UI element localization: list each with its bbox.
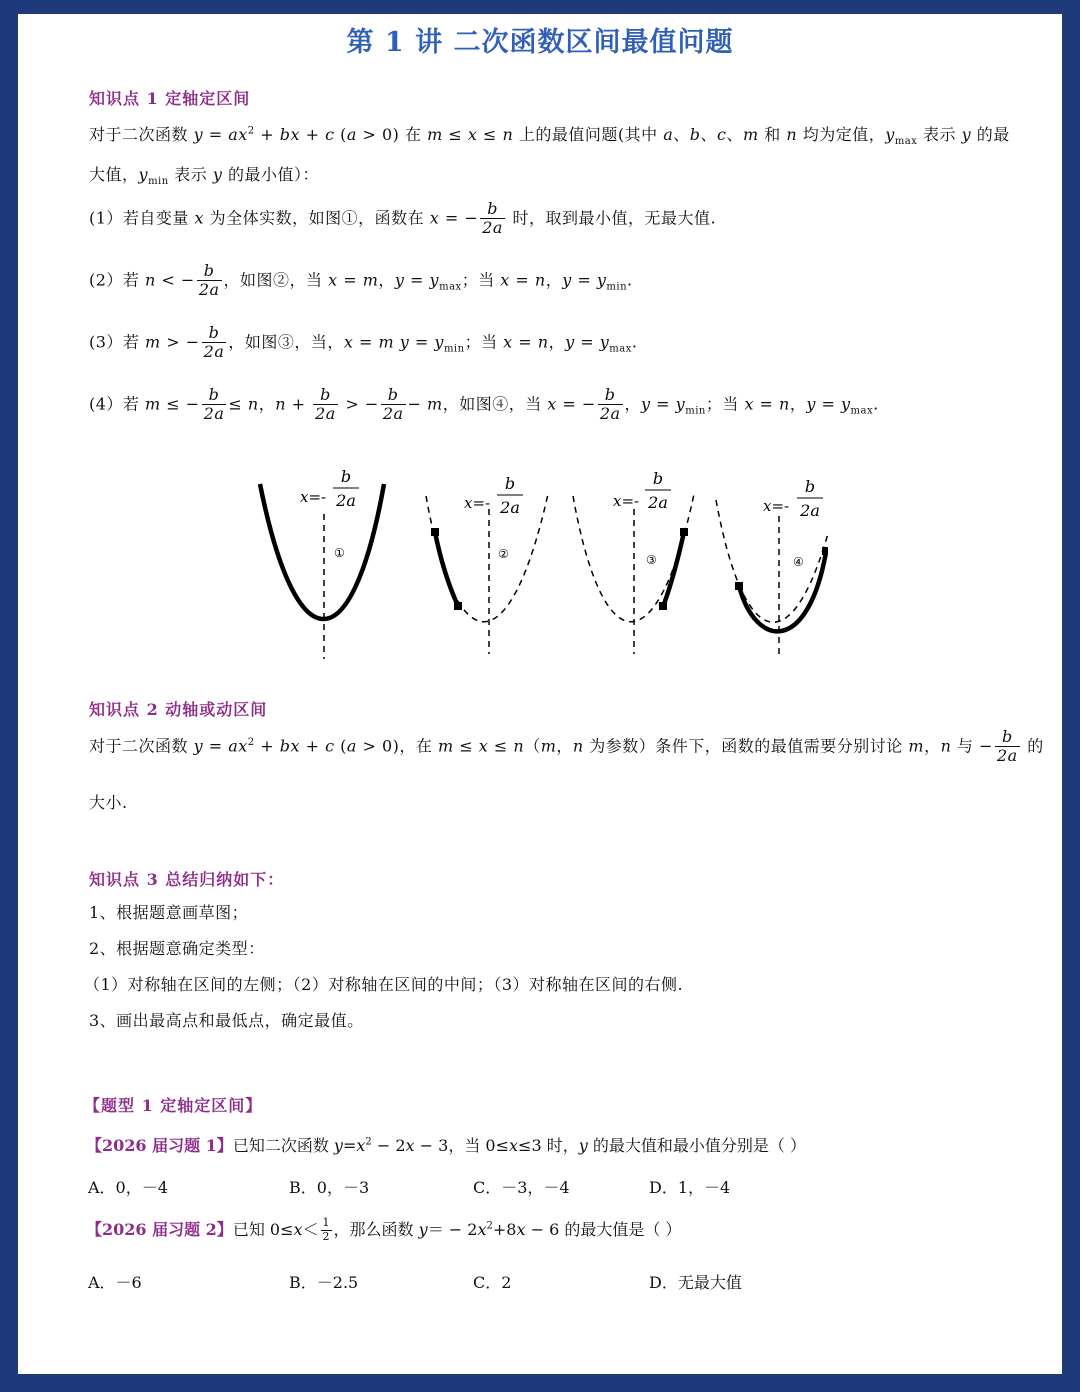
exercise-2-tag: 【2026 届习题 2】 bbox=[86, 1220, 233, 1239]
parabola-figures bbox=[248, 454, 828, 659]
figure-label-1: ① bbox=[334, 546, 345, 560]
axis-frac-den-2: 2a bbox=[500, 498, 520, 517]
axis-frac-num-1: b bbox=[340, 467, 352, 486]
k2-line2: 大小. bbox=[89, 793, 128, 812]
page-title: 第 1 讲 二次函数区间最值问题 bbox=[346, 27, 734, 58]
k1-intro-line1: 对于二次函数 $y = ax^2$ + bx + c (a > 0) 在 m ≤ x ≤ n 上的最值问题(其中 a、b、c、m 和 n 均为定值，$y_{max}$ 表示 y 的最 bbox=[89, 125, 1010, 148]
k3-item-3: （1）对称轴在区间的左侧；（2）对称轴在区间的中间；（3）对称轴在区间的右侧. bbox=[84, 975, 684, 994]
k3-item-1: 1、根据题意画草图； bbox=[89, 903, 249, 922]
k1-case-2: (2）若 n < − $\frac{b}{2a}$ ，如图②，当 x = m，$y = y_{max}$；当 x = n，$y = y_{min}$. bbox=[89, 261, 633, 300]
axis-frac-num-4: b bbox=[804, 477, 816, 496]
k3-item-4: 3、画出最高点和最低点，确定最值。 bbox=[89, 1011, 364, 1030]
section-heading-k3: 知识点 3 总结归纳如下： bbox=[89, 870, 285, 889]
exercise-2-option-d[interactable]: D．无最大值 bbox=[649, 1273, 742, 1292]
section-heading-k1: 知识点 1 定轴定区间 bbox=[89, 89, 251, 108]
k2-line1: 对于二次函数 $y = ax^2$ + bx + c (a > 0)，在 m ≤ x ≤ n（m，n 为参数）条件下，函数的最值需要分别讨论 m，n 与 − $\frac{b}{2a}$ 的 bbox=[89, 727, 1044, 766]
figure-label-4: ④ bbox=[793, 555, 804, 569]
axis-label-3: x=- bbox=[613, 492, 640, 510]
type-heading-1: 【题型 1 定轴定区间】 bbox=[84, 1096, 263, 1115]
exercise-1-option-b[interactable]: B．0，－3 bbox=[289, 1178, 370, 1197]
k1-case-4: (4）若 m ≤ − $\frac{b}{2a}$ ≤ n，n + $\frac{b}{2a}$ > − $\frac{b}{2a}$ − m，如图④，当 x = − $\frac{b}{2a}$ ，$y = y_{min}$；当 x = n，$y = y_{max}$. bbox=[89, 385, 879, 424]
k1-intro-line2: 大值，$y_{min}$ 表示 y 的最小值）： bbox=[89, 165, 320, 188]
section-heading-k2: 知识点 2 动轴或动区间 bbox=[89, 700, 268, 719]
axis-label-2: x=- bbox=[464, 494, 491, 512]
axis-frac-den-1: 2a bbox=[336, 491, 356, 510]
exercise-2-option-a[interactable]: A．－6 bbox=[88, 1273, 142, 1292]
exercise-1-question: 【2026 届习题 1】已知二次函数 $y=x^2 - 2x - 3$，当 0≤x≤3 时，y 的最大值和最小值分别是（ ） bbox=[86, 1136, 806, 1155]
exercise-2-question: 【2026 届习题 2】已知 0≤x＜ $\frac{1}{2}$ ，那么函数 $y= - 2x^2+8x - 6$ 的最大值是（ ） bbox=[86, 1216, 682, 1243]
exercise-1-option-d[interactable]: D．1，－4 bbox=[649, 1178, 731, 1197]
exercise-2-option-c[interactable]: C．2 bbox=[473, 1273, 512, 1292]
exercise-1-option-a[interactable]: A．0，－4 bbox=[88, 1178, 168, 1197]
axis-frac-num-3: b bbox=[652, 469, 664, 488]
figure-label-3: ③ bbox=[646, 553, 657, 567]
figure-4 bbox=[716, 477, 828, 656]
axis-label-4: x=- bbox=[763, 497, 790, 515]
k1-case-1: (1）若自变量 x 为全体实数，如图①，函数在 x = − $\frac{b}{2a}$ 时，取到最小值，无最大值. bbox=[89, 199, 717, 238]
figure-3 bbox=[573, 469, 694, 654]
k3-item-2: 2、根据题意确定类型： bbox=[89, 939, 265, 958]
exercise-1-tag: 【2026 届习题 1】 bbox=[86, 1136, 233, 1155]
worksheet-page bbox=[18, 14, 1062, 1374]
exercise-2-option-b[interactable]: B．－2.5 bbox=[289, 1273, 359, 1292]
figure-label-2: ② bbox=[498, 547, 509, 561]
figure-2 bbox=[426, 474, 548, 654]
axis-frac-num-2: b bbox=[504, 474, 516, 493]
k1-case-3: (3）若 m > − $\frac{b}{2a}$ ，如图③，当，x = m $y = y_{min}$；当 x = n，$y = y_{max}$. bbox=[89, 323, 638, 362]
axis-frac-den-3: 2a bbox=[648, 493, 668, 512]
figure-1 bbox=[260, 467, 384, 659]
axis-label-1: x=- bbox=[300, 488, 327, 506]
axis-frac-den-4: 2a bbox=[800, 501, 820, 520]
exercise-1-option-c[interactable]: C．－3，－4 bbox=[473, 1178, 570, 1197]
